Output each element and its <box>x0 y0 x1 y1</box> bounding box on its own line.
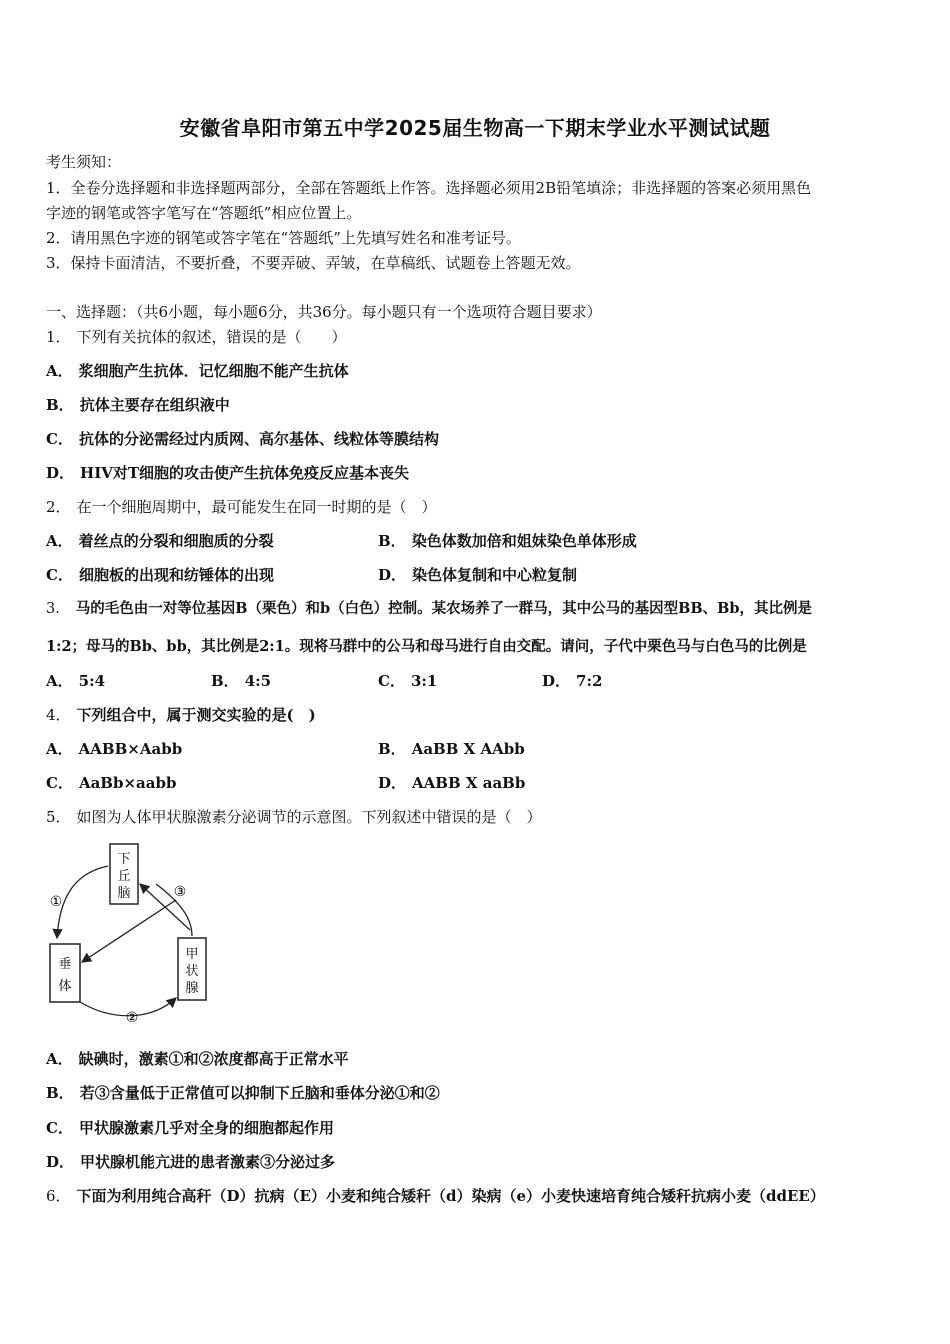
pituitary-char: 垂 <box>58 957 72 972</box>
option-1b[interactable] <box>46 395 230 415</box>
question-3-stem <box>46 599 812 619</box>
section-heading: 一、选择题：（共6小题，每小题6分，共36分。每小题只有一个选项符合题目要求） <box>46 303 602 321</box>
option-4b[interactable] <box>378 739 525 759</box>
option-text: 染色体数加倍和姐妹染色单体形成 <box>411 532 637 550</box>
option-3a[interactable] <box>46 671 105 691</box>
thyroid-regulation-diagram <box>40 838 220 1038</box>
option-label: A． <box>46 672 73 690</box>
option-label: A． <box>46 740 73 758</box>
question-number: 4． <box>46 706 71 724</box>
marker-2: ② <box>125 1010 139 1026</box>
option-label: C． <box>46 1119 73 1137</box>
option-3c[interactable] <box>378 671 437 691</box>
marker-1: ① <box>49 894 63 910</box>
option-text: 4:5 <box>244 672 272 690</box>
hypothalamus-char: 下 <box>117 852 131 867</box>
option-4c[interactable] <box>46 773 176 793</box>
question-text: 下列有关抗体的叙述，错误的是（ ） <box>76 328 347 346</box>
hypothalamus-char: 脑 <box>117 886 131 901</box>
option-label: D． <box>46 464 75 482</box>
page-title: 安徽省阜阳市第五中学2025届生物高一下期末学业水平测试试题 <box>179 116 771 140</box>
hypothalamus-char: 丘 <box>117 869 131 884</box>
option-3d[interactable] <box>542 671 602 691</box>
question-text: 在一个细胞周期中，最可能发生在同一时期的是（ ） <box>76 498 437 516</box>
question-number: 2． <box>46 498 71 516</box>
question-text: 下面为利用纯合高秆（D）抗病（E）小麦和纯合矮秆（d）染病（e）小麦快速培育纯合矮秆抗病小麦（ddEE） <box>76 1187 825 1205</box>
option-1a[interactable] <box>46 361 349 381</box>
marker-3: ③ <box>173 884 187 900</box>
thyroid-char: 腺 <box>185 981 199 996</box>
option-4d[interactable] <box>378 773 525 793</box>
notice-line: 1．全卷分选择题和非选择题两部分，全部在答题纸上作答。选择题必须用2B铅笔填涂；非选择题的答案必须用黑色 <box>46 179 812 197</box>
option-label: B． <box>378 740 406 758</box>
option-label: A． <box>46 532 73 550</box>
option-text: AaBB X AAbb <box>411 740 525 758</box>
option-text: 抗体的分泌需经过内质网、高尔基体、线粒体等膜结构 <box>78 430 439 448</box>
thyroid-char: 甲 <box>185 947 199 962</box>
option-5a[interactable] <box>46 1049 349 1069</box>
question-number: 5． <box>46 808 71 826</box>
question-5-stem <box>46 807 542 827</box>
option-label: C． <box>46 566 73 584</box>
option-label: C． <box>46 774 73 792</box>
option-text: AABB×Aabb <box>78 740 183 758</box>
option-label: A． <box>46 1050 73 1068</box>
question-3-stem-cont: 1:2；母马的Bb、bb，其比例是2:1。现将马群中的公马和母马进行自由交配。请问，子代中栗色马与白色马的比例是 <box>46 638 807 655</box>
option-label: B． <box>46 396 74 414</box>
option-label: C． <box>378 672 405 690</box>
option-text: 染色体复制和中心粒复制 <box>412 566 578 584</box>
question-text: 下列组合中，属于测交实验的是( ) <box>76 706 316 724</box>
option-text: 5:4 <box>78 672 106 690</box>
option-text: 7:2 <box>576 672 603 690</box>
option-4a[interactable] <box>46 739 182 759</box>
notice-heading: 考生须知： <box>46 153 122 171</box>
notice-line: 2．请用黑色字迹的钢笔或答字笔在“答题纸”上先填写姓名和准考证号。 <box>46 229 521 247</box>
option-label: B． <box>211 672 239 690</box>
option-label: A． <box>46 362 73 380</box>
option-label: D． <box>542 672 571 690</box>
option-5c[interactable] <box>46 1118 334 1138</box>
question-text: 马的毛色由一对等位基因B（栗色）和b（白色）控制。某农场养了一群马，其中公马的基因型BB、Bb，其比例是 <box>75 600 813 617</box>
option-label: D． <box>378 774 407 792</box>
option-text: 缺碘时，激素①和②浓度都高于正常水平 <box>78 1050 349 1068</box>
option-5b[interactable] <box>46 1083 440 1103</box>
option-text: 3:1 <box>410 672 438 690</box>
option-label: D． <box>378 566 407 584</box>
option-5d[interactable] <box>46 1152 335 1172</box>
question-1-stem <box>46 327 347 347</box>
option-text: 抗体主要存在组织液中 <box>79 396 230 414</box>
option-1c[interactable] <box>46 429 439 449</box>
option-text: 甲状腺激素几乎对全身的细胞都起作用 <box>78 1119 334 1137</box>
option-label: B． <box>378 532 406 550</box>
thyroid-char: 状 <box>185 964 199 979</box>
question-number: 1． <box>46 328 71 346</box>
option-2a[interactable] <box>46 531 274 551</box>
question-number: 3． <box>46 601 70 617</box>
option-label: D． <box>46 1153 75 1171</box>
option-text: 着丝点的分裂和细胞质的分裂 <box>78 532 274 550</box>
arrow-feedback-to-pituitary <box>82 900 176 962</box>
option-text: AABB X aaBb <box>412 774 526 792</box>
option-2b[interactable] <box>378 531 637 551</box>
option-label: B． <box>46 1084 74 1102</box>
option-text: HIV对T细胞的攻击使产生抗体免疫反应基本丧失 <box>80 464 410 482</box>
option-2d[interactable] <box>378 565 577 585</box>
notice-line: 3．保持卡面清洁，不要折叠，不要弄破、弄皱，在草稿纸、试题卷上答题无效。 <box>46 254 581 272</box>
option-text: 甲状腺机能亢进的患者激素③分泌过多 <box>80 1153 336 1171</box>
question-4-stem <box>46 705 316 725</box>
question-6-stem <box>46 1186 825 1206</box>
option-text: AaBb×aabb <box>78 774 177 792</box>
option-3b[interactable] <box>211 671 271 691</box>
option-text: 若③含量低于正常值可以抑制下丘脑和垂体分泌①和② <box>79 1084 440 1102</box>
option-text: 细胞板的出现和纺锤体的出现 <box>78 566 274 584</box>
question-2-stem <box>46 497 437 517</box>
question-number: 6． <box>46 1187 71 1205</box>
option-text: 浆细胞产生抗体．记忆细胞不能产生抗体 <box>78 362 349 380</box>
arrow-hypothalamus-to-pituitary <box>57 866 108 938</box>
option-2c[interactable] <box>46 565 274 585</box>
option-label: C． <box>46 430 73 448</box>
pituitary-char: 体 <box>58 979 72 994</box>
option-1d[interactable] <box>46 463 409 483</box>
notice-line: 字迹的钢笔或答字笔写在“答题纸”相应位置上。 <box>46 204 362 222</box>
question-text: 如图为人体甲状腺激素分泌调节的示意图。下列叙述中错误的是（ ） <box>76 808 542 826</box>
